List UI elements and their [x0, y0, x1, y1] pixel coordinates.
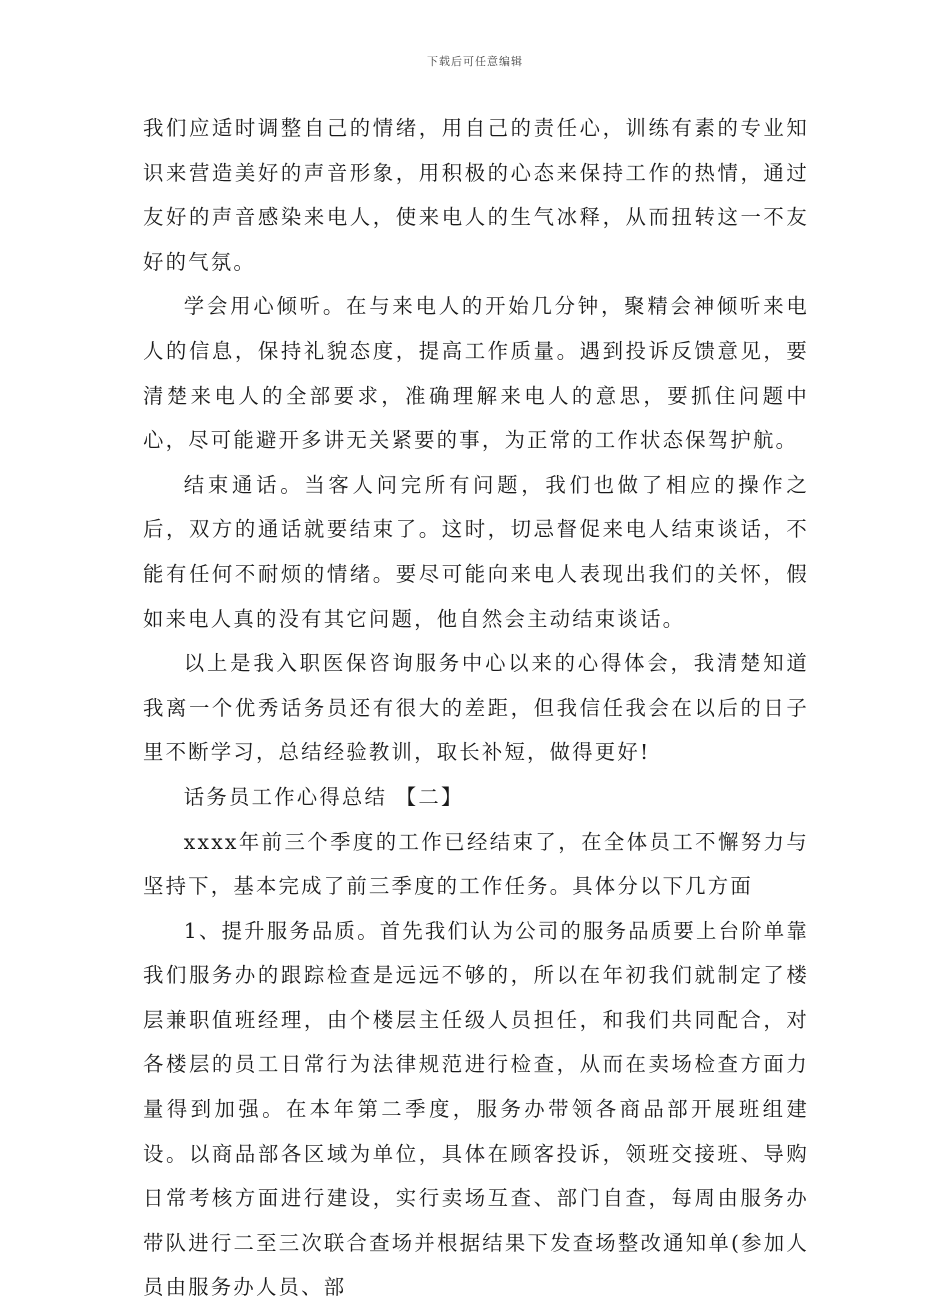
document-body	[143, 106, 809, 1310]
paragraph: xxxx年前三个季度的工作已经结束了，在全体员工不懈努力与坚持下，基本完成了前三季度的工作任务。具体分以下几方面	[143, 829, 809, 899]
paragraph: 我们应适时调整自己的情绪，用自己的责任心，训练有素的专业知识来营造美好的声音形象，用积极的心态来保持工作的热情，通过友好的声音感染来电人，使来电人的生气冰释，从而扭转这一不友好的气氛。	[143, 116, 809, 274]
paragraph: 结束通话。当客人问完所有问题，我们也做了相应的操作之后，双方的通话就要结束了。这时，切忌督促来电人结束谈话，不能有任何不耐烦的情绪。要尽可能向来电人表现出我们的关怀，假如来电人真的没有其它问题，他自然会主动结束谈话。	[143, 472, 809, 631]
paragraph: 1、提升服务品质。首先我们认为公司的服务品质要上台阶单靠我们服务办的跟踪检查是远远不够的，所以在年初我们就制定了楼层兼职值班经理，由个楼层主任级人员担任，和我们共同配合，对各楼层的员工日常行为法律规范进行检查，从而在卖场检查方面力量得到加强。在本年第二季度，服务办带领各商品部开展班组建设。以商品部各区域为单位，具体在顾客投诉，领班交接班、导购日常考核方面进行建设，实行卖场互查、部门自查，每周由服务办带队进行二至三次联合查场并根据结果下发查场整改通知单(参加人员由服务办人员、部	[143, 918, 809, 1300]
paragraph: 学会用心倾听。在与来电人的开始几分钟，聚精会神倾听来电人的信息，保持礼貌态度，提高工作质量。遇到投诉反馈意见，要清楚来电人的全部要求，准确理解来电人的意思，要抓住问题中心，尽可能避开多讲无关紧要的事，为正常的工作状态保驾护航。	[143, 294, 809, 453]
paragraph: 以上是我入职医保咨询服务中心以来的心得体会，我清楚知道我离一个优秀话务员还有很大的差距，但我信任我会在以后的日子里不断学习，总结经验教训，取长补短，做得更好!	[143, 651, 809, 765]
page-header: 下载后可任意编辑	[427, 55, 523, 68]
section-heading: 话务员工作心得总结 【二】	[183, 784, 464, 809]
